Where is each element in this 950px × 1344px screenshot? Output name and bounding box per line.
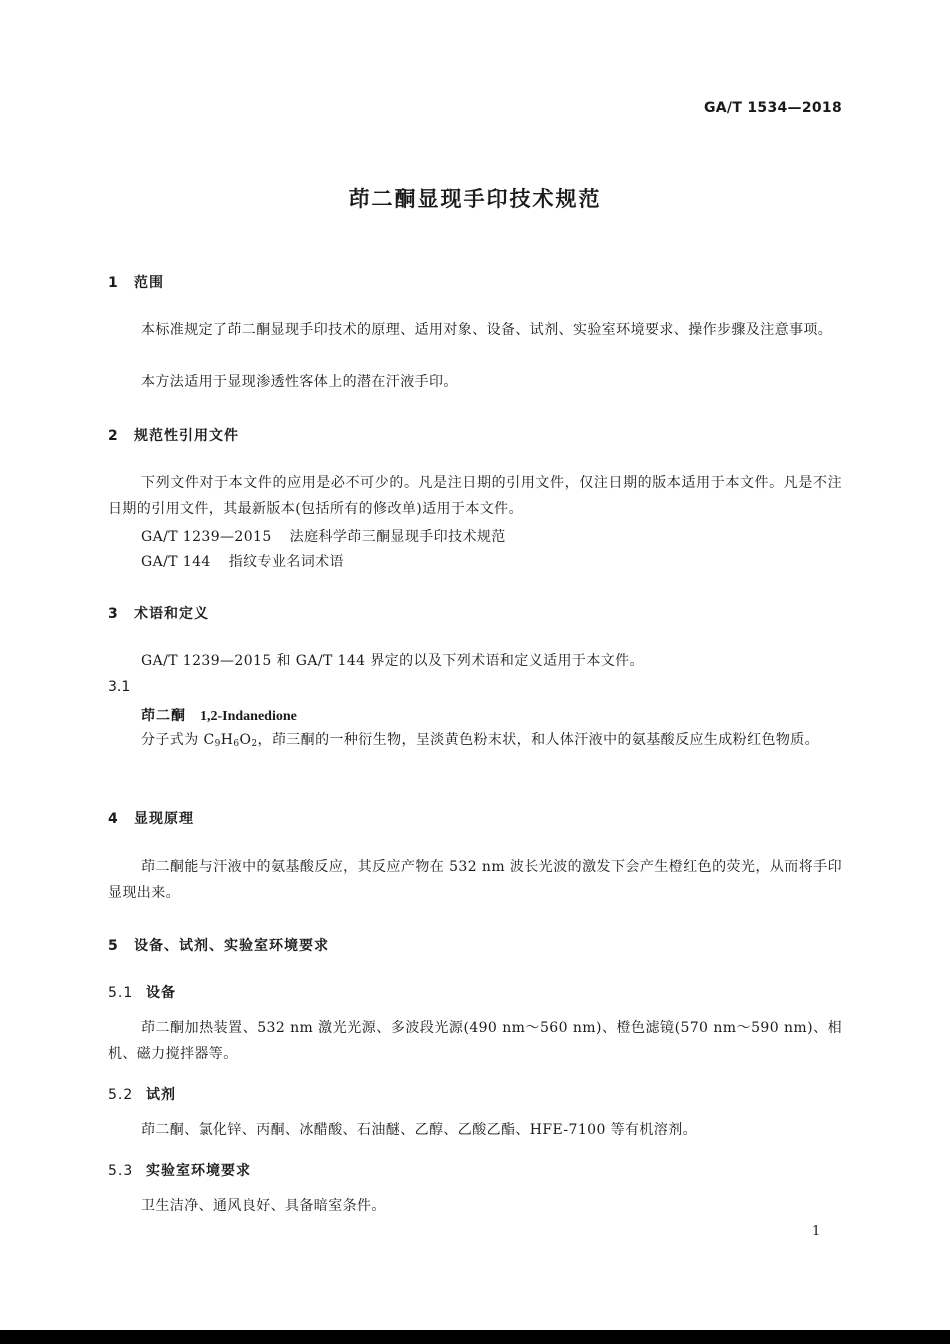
section-1-heading <box>108 272 164 292</box>
section-title: 术语和定义 <box>134 606 209 622</box>
section-1-paragraph-1: 本标准规定了茚二酮显现手印技术的原理、适用对象、设备、试剂、实验室环境要求、操作步骤及注意事项。 <box>141 322 833 338</box>
section-title: 范围 <box>134 275 164 291</box>
section-title: 规范性引用文件 <box>134 428 239 444</box>
subsection-title: 试剂 <box>146 1087 176 1103</box>
section-5-1-heading <box>108 982 176 1002</box>
subsection-title: 实验室环境要求 <box>146 1163 251 1179</box>
section-title: 设备、试剂、实验室环境要求 <box>134 938 329 954</box>
term-number: 3.1 <box>108 679 131 695</box>
section-number: 4 <box>108 811 119 827</box>
page-number: 1 <box>812 1224 821 1239</box>
section-5-heading <box>108 935 329 955</box>
section-4-heading <box>108 808 194 828</box>
reference-name: 指纹专业名词术语 <box>228 554 344 570</box>
term-chinese: 茚二酮 <box>141 708 186 724</box>
section-5-1-paragraph: 茚二酮加热装置、532 nm 激光光源、多波段光源(490 nm～560 nm)、橙色滤镜(570 nm～590 nm)、相机、磁力搅拌器等。 <box>108 1020 842 1062</box>
reference-code: GA/T 1239—2015 <box>141 529 272 545</box>
subsection-number: 5.1 <box>108 985 134 1001</box>
term-definition: 分子式为 $C_9H_6O_2$，茚三酮的一种衍生物，呈淡黄色粉末状，和人体汗液中的氨基酸反应生成粉红色物质。 <box>141 732 820 749</box>
section-5-2-paragraph: 茚二酮、氯化锌、丙酮、冰醋酸、石油醚、乙醇、乙酸乙酯、HFE-7100 等有机溶剂。 <box>141 1122 698 1138</box>
section-1-paragraph-2: 本方法适用于显现渗透性客体上的潜在汗液手印。 <box>141 374 458 390</box>
section-3-heading <box>108 603 209 623</box>
subsection-title: 设备 <box>146 985 176 1001</box>
bottom-edge-bar <box>0 1330 950 1344</box>
section-3-paragraph-1: GA/T 1239—2015 和 GA/T 144 界定的以及下列术语和定义适用于本文件。 <box>141 653 644 669</box>
normative-reference-1 <box>141 526 506 546</box>
section-5-3-paragraph: 卫生洁净、通风良好、具备暗室条件。 <box>141 1198 386 1214</box>
section-title: 显现原理 <box>134 811 194 827</box>
document-title: 茚二酮显现手印技术规范 <box>348 187 602 211</box>
standard-code: GA/T 1534—2018 <box>704 100 842 116</box>
section-number: 2 <box>108 428 119 444</box>
section-2-paragraph-1: 下列文件对于本文件的应用是必不可少的。凡是注日期的引用文件，仅注日期的版本适用于本文件。凡是不注日期的引用文件，其最新版本(包括所有的修改单)适用于本文件。 <box>108 475 842 517</box>
reference-code: GA/T 144 <box>141 554 211 570</box>
term-english: 1,2-Indanedione <box>200 709 297 724</box>
term-entry <box>141 705 297 725</box>
subsection-number: 5.2 <box>108 1087 134 1103</box>
section-number: 5 <box>108 938 119 954</box>
section-2-heading <box>108 425 239 445</box>
section-number: 3 <box>108 606 119 622</box>
section-number: 1 <box>108 275 119 291</box>
subsection-number: 5.3 <box>108 1163 134 1179</box>
section-5-2-heading <box>108 1084 176 1104</box>
reference-name: 法庭科学茚三酮显现手印技术规范 <box>289 529 506 545</box>
section-5-3-heading <box>108 1160 251 1180</box>
normative-reference-2 <box>141 551 344 571</box>
section-4-paragraph-1: 茚二酮能与汗液中的氨基酸反应，其反应产物在 532 nm 波长光波的激发下会产生橙红色的荧光，从而将手印显现出来。 <box>108 859 842 901</box>
